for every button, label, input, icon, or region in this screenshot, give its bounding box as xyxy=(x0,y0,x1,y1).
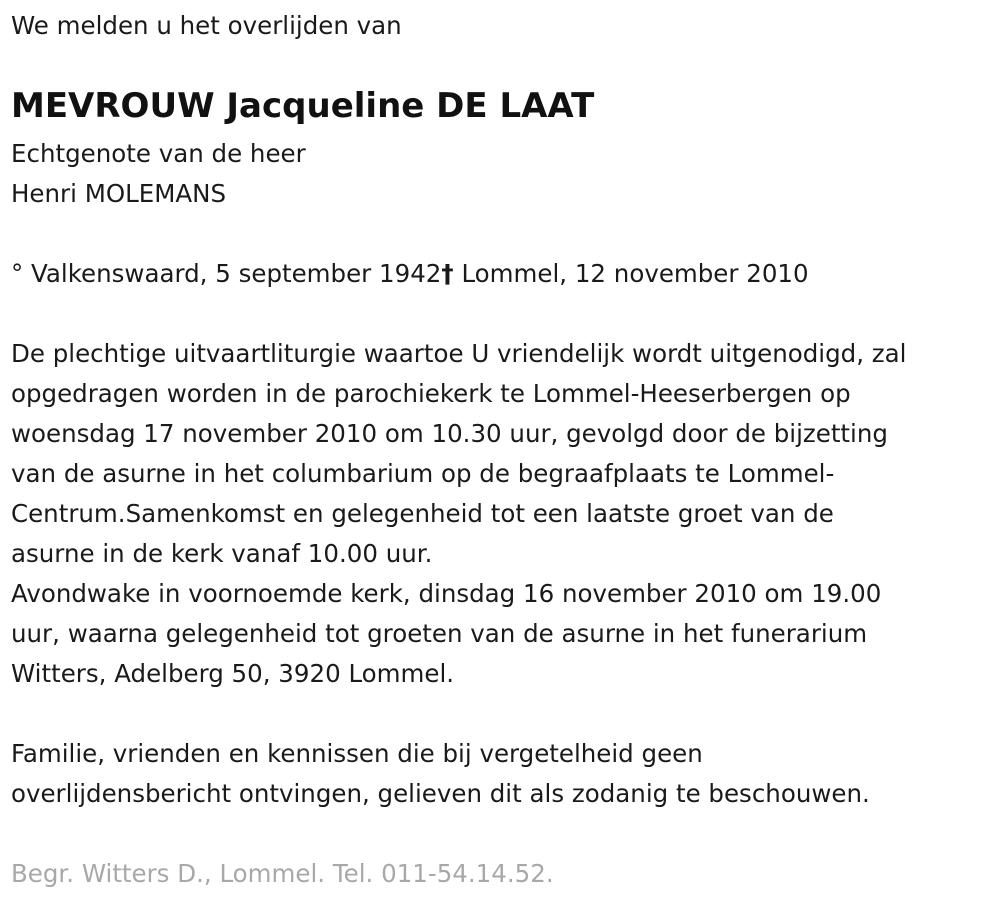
ceremony-line: opgedragen worden in de parochiekerk te Lommel-Heeserbergen op xyxy=(11,379,851,408)
spouse-name-line: Henri MOLEMANS xyxy=(11,179,227,208)
ceremony-line: Centrum.Samenkomst en gelegenheid tot een laatste groet van de xyxy=(11,499,834,528)
wake-line: Witters, Adelberg 50, 3920 Lommel. xyxy=(11,659,455,688)
wake-line: Avondwake in voornoemde kerk, dinsdag 16 november 2010 om 19.00 xyxy=(11,579,882,608)
ceremony-line: woensdag 17 november 2010 om 10.30 uur, gevolgd door de bijzetting xyxy=(11,419,888,448)
wake-line: uur, waarna gelegenheid tot groeten van de asurne in het funerarium xyxy=(11,619,868,648)
spouse-line: Echtgenote van de heer xyxy=(11,139,306,168)
family-line: Familie, vrienden en kennissen die bij vergetelheid geen xyxy=(11,739,703,768)
funeral-home-footer: Begr. Witters D., Lommel. Tel. 011-54.14.52. xyxy=(11,859,554,888)
ceremony-block xyxy=(11,334,906,694)
birth-info: Valkenswaard, 5 september 1942 xyxy=(31,259,442,288)
ceremony-line: asurne in de kerk vanaf 10.00 uur. xyxy=(11,539,433,568)
intro-text: We melden u het overlijden van xyxy=(11,11,402,40)
ceremony-line: van de asurne in het columbarium op de begraafplaats te Lommel- xyxy=(11,459,835,488)
cross-icon: † xyxy=(441,259,454,288)
family-line: overlijdensbericht ontvingen, gelieven dit als zodanig te beschouwen. xyxy=(11,779,870,808)
deceased-name: MEVROUW Jacqueline DE LAAT xyxy=(11,86,595,126)
spouse-block xyxy=(11,134,306,214)
ceremony-line: De plechtige uitvaartliturgie waartoe U vriendelijk wordt uitgenodigd, zal xyxy=(11,339,907,368)
life-dates xyxy=(11,254,809,294)
death-info: Lommel, 12 november 2010 xyxy=(461,259,809,288)
birth-marker: ° xyxy=(11,259,24,288)
family-notice xyxy=(11,734,870,814)
